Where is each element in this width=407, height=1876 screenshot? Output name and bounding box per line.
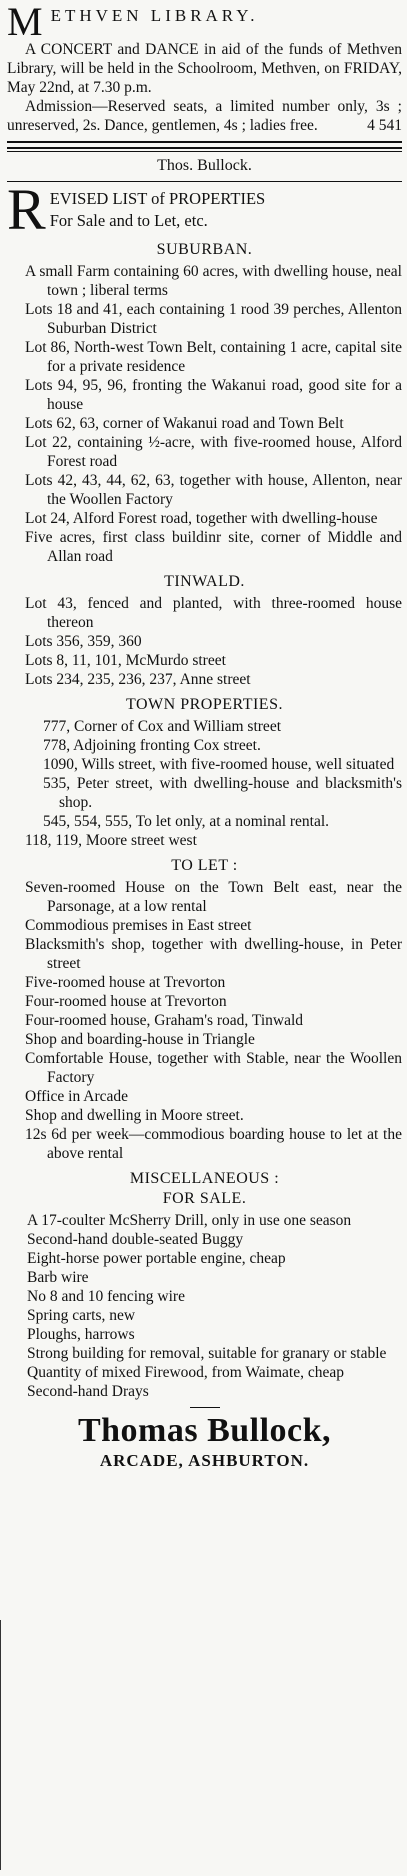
list-item: Lots 94, 95, 96, fronting the Wakanui road, good site for a house <box>25 377 402 413</box>
list-item: Seven-roomed House on the Town Belt east, near the Parsonage, at a low rental <box>25 879 402 915</box>
footer-divider <box>190 1407 220 1408</box>
to-let-heading: TO LET : <box>171 857 238 874</box>
list-item: Five-roomed house at Trevorton <box>25 974 226 991</box>
list-item: Second-hand Drays <box>27 1383 149 1400</box>
list-item: Lots 42, 43, 44, 62, 63, together with house, Allenton, near the Woollen Factory <box>25 472 402 508</box>
suburban-heading: SUBURBAN. <box>156 241 253 258</box>
library-title <box>7 0 402 44</box>
section-divider-thin <box>7 151 402 152</box>
list-item: Five acres, first class buildinr site, corner of Middle and Allan road <box>25 529 402 565</box>
list-item: Spring carts, new <box>27 1307 136 1324</box>
town-list <box>25 717 402 850</box>
for-sale-heading: FOR SALE. <box>162 1190 247 1207</box>
list-item: Four-roomed house at Trevorton <box>25 993 227 1010</box>
list-item: Lots 356, 359, 360 <box>25 633 142 650</box>
list-item: Shop and boarding-house in Triangle <box>25 1031 255 1048</box>
list-item: 1090, Wills street, with five-roomed house, well situated <box>43 756 395 773</box>
agent-divider <box>7 181 402 182</box>
town-heading: TOWN PROPERTIES. <box>126 696 283 713</box>
list-item: Lot 24, Alford Forest road, together with dwelling-house <box>25 510 378 527</box>
list-item: No 8 and 10 fencing wire <box>27 1288 185 1305</box>
list-item: Lots 62, 63, corner of Wakanui road and Town Belt <box>25 415 344 432</box>
tinwald-list <box>25 594 402 689</box>
title-dropcap: M <box>7 0 47 44</box>
list-item: Lots 8, 11, 101, McMurdo street <box>25 652 226 669</box>
list-dropcap: R <box>7 186 46 234</box>
list-item: 777, Corner of Cox and William street <box>43 718 282 735</box>
list-item: A small Farm containing 60 acres, with dwelling house, neal town ; liberal terms <box>25 263 402 299</box>
list-item: Lot 43, fenced and planted, with three-roomed house thereon <box>25 595 402 631</box>
list-item: Commodious premises in East street <box>25 917 252 934</box>
title-rest: ETHVEN LIBRARY. <box>50 6 259 25</box>
suburban-list <box>25 262 402 566</box>
list-item: Four-roomed house, Graham's road, Tinwald <box>25 1012 304 1029</box>
concert-body: A CONCERT and DANCE in aid of the funds of Methven Library, will be held in the Schoolroom, Methven, on FRIDAY, May 22nd, at 7.30 p.m. <box>7 41 402 96</box>
agent-name: Thos. Bullock. <box>157 157 252 174</box>
advertiser-name: Thomas Bullock, <box>77 1412 332 1449</box>
list-item: Quantity of mixed Firewood, from Waimate, cheap <box>27 1364 344 1381</box>
list-item: Second-hand double-seated Buggy <box>27 1231 244 1248</box>
list-item: A 17-coulter McSherry Drill, only in use one season <box>27 1212 352 1229</box>
list-item: 12s 6d per week—commodious boarding house to let at the above rental <box>25 1126 402 1162</box>
list-item: Shop and dwelling in Moore street. <box>25 1107 244 1124</box>
list-item: Lots 18 and 41, each containing 1 rood 39 perches, Allenton Suburban District <box>25 301 402 337</box>
misc-heading: MISCELLANEOUS : <box>129 1170 280 1187</box>
list-item: Lot 22, containing ½-acre, with five-roomed house, Alford Forest road <box>25 434 402 470</box>
list-item: Office in Arcade <box>25 1088 128 1105</box>
list-item: 778, Adjoining fronting Cox street. <box>43 737 261 754</box>
concert-notice <box>7 0 402 135</box>
advertiser-address: ARCADE, ASHBURTON. <box>99 1451 310 1470</box>
tinwald-heading: TINWALD. <box>164 573 245 590</box>
list-item: 545, 554, 555, To let only, at a nominal rental. <box>43 813 330 830</box>
concert-ref: 4 541 <box>367 117 402 134</box>
misc-list <box>27 1211 402 1401</box>
list-item: Comfortable House, together with Stable, near the Woollen Factory <box>25 1050 402 1086</box>
list-item: Ploughs, harrows <box>27 1326 135 1343</box>
list-header <box>7 186 402 234</box>
concert-admission: Admission—Reserved seats, a limited number only, 3s ; unreserved, 2s. Dance, gentlemen, 4s ; ladies free. <box>7 98 402 134</box>
list-item: Blacksmith's shop, together with dwelling-house, in Peter street <box>25 936 402 972</box>
section-divider <box>7 141 402 149</box>
list-item: Lot 86, North-west Town Belt, containing 1 acre, capital site for a private residence <box>25 339 402 375</box>
list-header-line1: EVISED LIST of PROPERTIES <box>49 189 266 208</box>
to-let-list <box>25 878 402 1163</box>
list-item: Barb wire <box>27 1269 89 1286</box>
list-item: 535, Peter street, with dwelling-house and blacksmith's shop. <box>43 775 402 811</box>
column-edge-mark <box>0 1620 3 1870</box>
list-item: 118, 119, Moore street west <box>25 832 197 849</box>
list-header-line2: For Sale and to Let, etc. <box>49 211 208 230</box>
list-item: Eight-horse power portable engine, cheap <box>27 1250 286 1267</box>
list-item: Lots 234, 235, 236, 237, Anne street <box>25 671 251 688</box>
list-item: Strong building for removal, suitable for granary or stable <box>27 1345 387 1362</box>
